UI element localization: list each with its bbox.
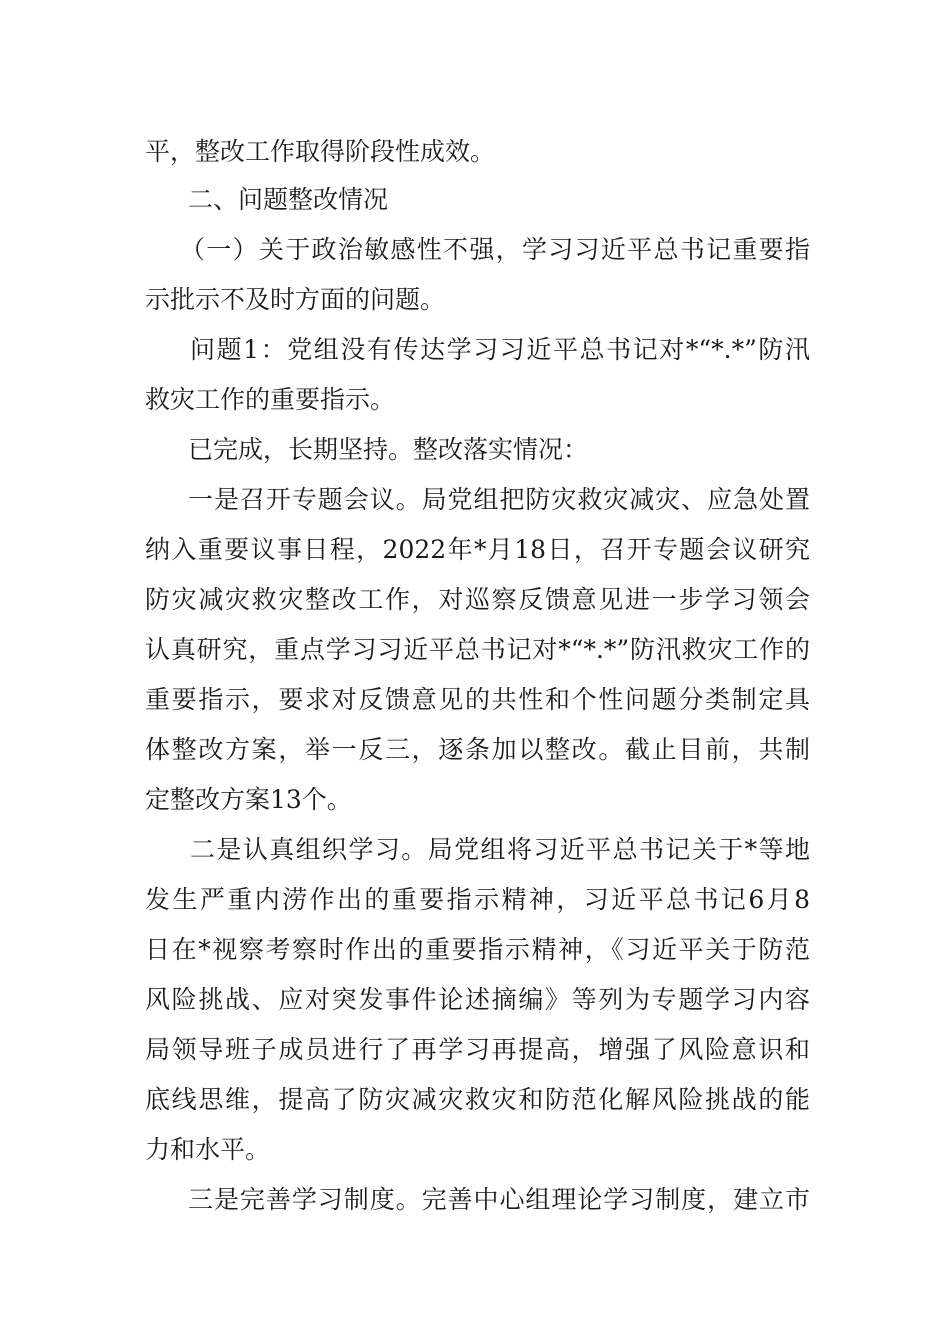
paragraph-1-line-3: 防灾减灾救灾整改工作，对巡察反馈意见进一步学习领会 bbox=[145, 585, 810, 614]
paragraph-2-line-7: 力和水平。 bbox=[145, 1135, 271, 1164]
text-line-1: 平，整改工作取得阶段性成效。 bbox=[145, 137, 496, 166]
problem-1-line-2: 救灾工作的重要指示。 bbox=[145, 385, 396, 414]
subsection-heading-line-1: （一）关于政治敏感性不强，学习习近平总书记重要指 bbox=[180, 235, 810, 264]
paragraph-1-line-2: 纳入重要议事日程，2022年*月18日，召开专题会议研究 bbox=[145, 535, 810, 564]
status-line: 已完成，长期坚持。整改落实情况： bbox=[188, 435, 589, 464]
section-heading: 二、问题整改情况 bbox=[188, 185, 389, 214]
paragraph-2-line-5: 局领导班子成员进行了再学习再提高，增强了风险意识和 bbox=[145, 1035, 810, 1064]
paragraph-2-line-4: 风险挑战、应对突发事件论述摘编》等列为专题学习内容 bbox=[145, 985, 810, 1014]
paragraph-2-line-2: 发生严重内涝作出的重要指示精神，习近平总书记6月8 bbox=[145, 885, 810, 914]
subsection-heading-line-2: 示批示不及时方面的问题。 bbox=[145, 285, 446, 314]
paragraph-2-line-1: 二是认真组织学习。局党组将习近平总书记关于*等地 bbox=[190, 835, 810, 864]
paragraph-3-line-1: 三是完善学习制度。完善中心组理论学习制度，建立市 bbox=[188, 1185, 810, 1214]
paragraph-1-line-6: 体整改方案，举一反三，逐条加以整改。截止目前，共制 bbox=[145, 735, 810, 764]
paragraph-1-line-7: 定整改方案13个。 bbox=[145, 785, 352, 814]
paragraph-1-line-1: 一是召开专题会议。局党组把防灾救灾减灾、应急处置 bbox=[188, 485, 810, 514]
paragraph-2-line-6: 底线思维，提高了防灾减灾救灾和防范化解风险挑战的能 bbox=[145, 1085, 810, 1114]
paragraph-1-line-4: 认真研究，重点学习习近平总书记对*“*.*”防汛救灾工作的 bbox=[145, 635, 810, 664]
problem-1-line-1: 问题1：党组没有传达学习习近平总书记对*“*.*”防汛 bbox=[190, 335, 810, 364]
paragraph-2-line-3: 日在*视察考察时作出的重要指示精神，《习近平关于防范 bbox=[145, 935, 810, 964]
paragraph-1-line-5: 重要指示，要求对反馈意见的共性和个性问题分类制定具 bbox=[145, 685, 810, 714]
